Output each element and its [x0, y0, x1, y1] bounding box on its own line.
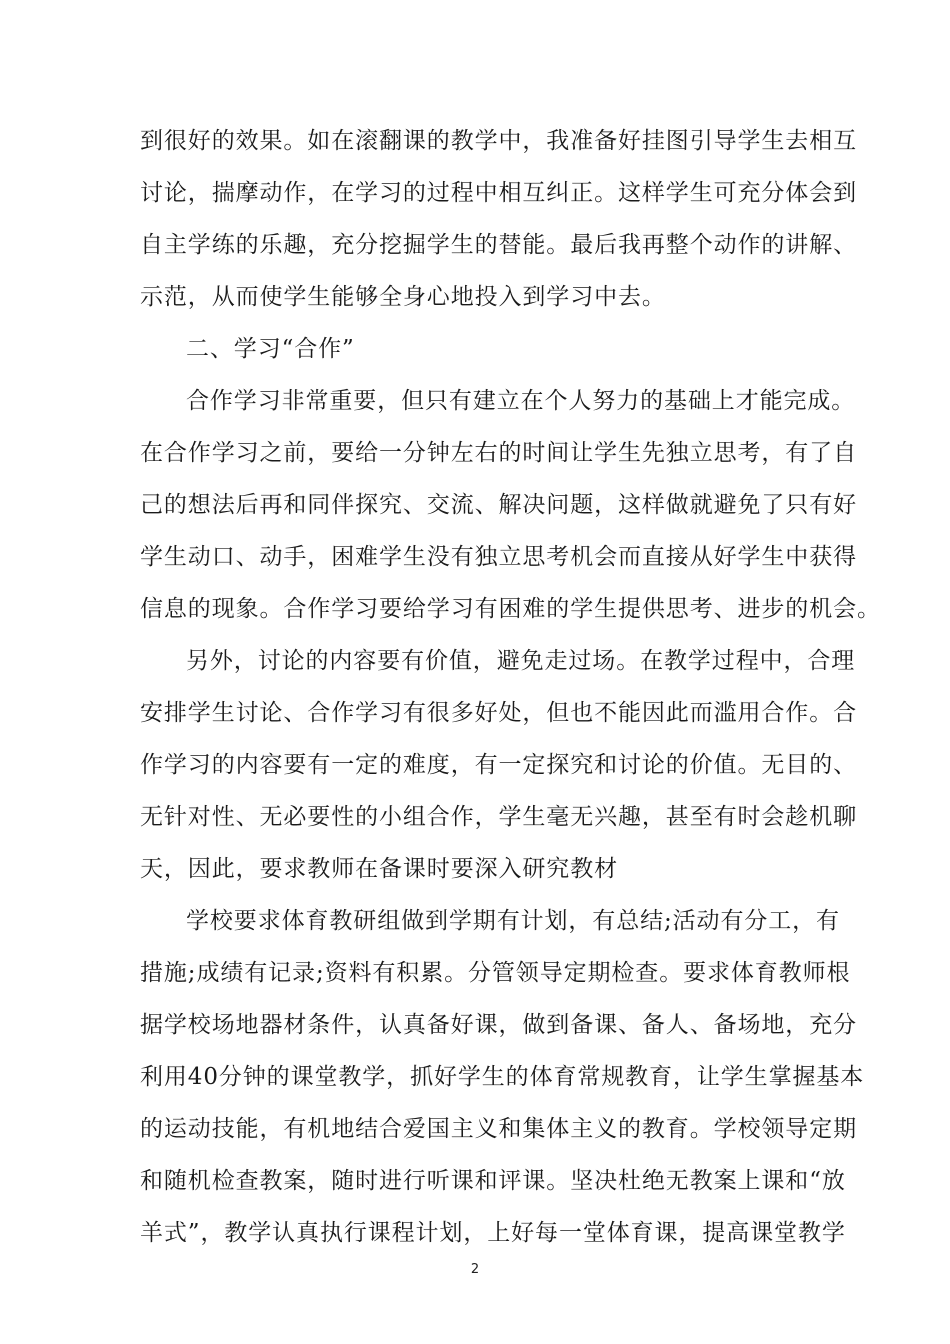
text-line: 在合作学习之前，要给一分钟左右的时间让学生先独立思考，有了自: [140, 440, 857, 466]
section-heading: 二、学习“合作”: [186, 336, 355, 362]
text-line: 信息的现象。合作学习要给学习有困难的学生提供思考、进步的机会。: [140, 596, 881, 622]
text-line: 示范，从而使学生能够全身心地投入到学习中去。: [140, 284, 666, 310]
text-line: 利用40分钟的课堂教学，抓好学生的体育常规教育，让学生掌握基本: [140, 1064, 865, 1090]
text-line: 到很好的效果。如在滚翻课的教学中，我准备好挂图引导学生去相互: [140, 128, 857, 154]
text-line: 羊式”，教学认真执行课程计划，上好每一堂体育课，提高课堂教学: [140, 1220, 846, 1246]
text-line: 讨论，揣摩动作，在学习的过程中相互纠正。这样学生可充分体会到: [140, 180, 857, 206]
text-line: 己的想法后再和同伴探究、交流、解决问题，这样做就避免了只有好: [140, 492, 857, 518]
text-line: 和随机检查教案，随时进行听课和评课。坚决杜绝无教案上课和“放: [140, 1168, 846, 1194]
text-line: 合作学习非常重要，但只有建立在个人努力的基础上才能完成。: [186, 388, 856, 414]
text-line: 安排学生讨论、合作学习有很多好处，但也不能因此而滥用合作。合: [140, 700, 857, 726]
text-line: 据学校场地器材条件，认真备好课，做到备课、备人、备场地，充分: [140, 1012, 857, 1038]
text-line: 措施;成绩有记录;资料有积累。分管领导定期检查。要求体育教师根: [140, 960, 851, 986]
text-line: 自主学练的乐趣，充分挖掘学生的替能。最后我再整个动作的讲解、: [140, 232, 857, 258]
text-line: 天，因此，要求教师在备课时要深入研究教材: [140, 856, 618, 882]
text-line: 另外，讨论的内容要有价值，避免走过场。在教学过程中，合理: [186, 648, 856, 674]
page-number: 2: [470, 1262, 480, 1277]
text-line: 无针对性、无必要性的小组合作，学生毫无兴趣，甚至有时会趁机聊: [140, 804, 857, 830]
text-line: 学校要求体育教研组做到学期有计划，有总结;活动有分工，有: [186, 908, 840, 934]
text-line: 学生动口、动手，困难学生没有独立思考机会而直接从好学生中获得: [140, 544, 857, 570]
text-line: 作学习的内容要有一定的难度，有一定探究和讨论的价值。无目的、: [140, 752, 857, 778]
text-line: 的运动技能，有机地结合爱国主义和集体主义的教育。学校领导定期: [140, 1116, 857, 1142]
